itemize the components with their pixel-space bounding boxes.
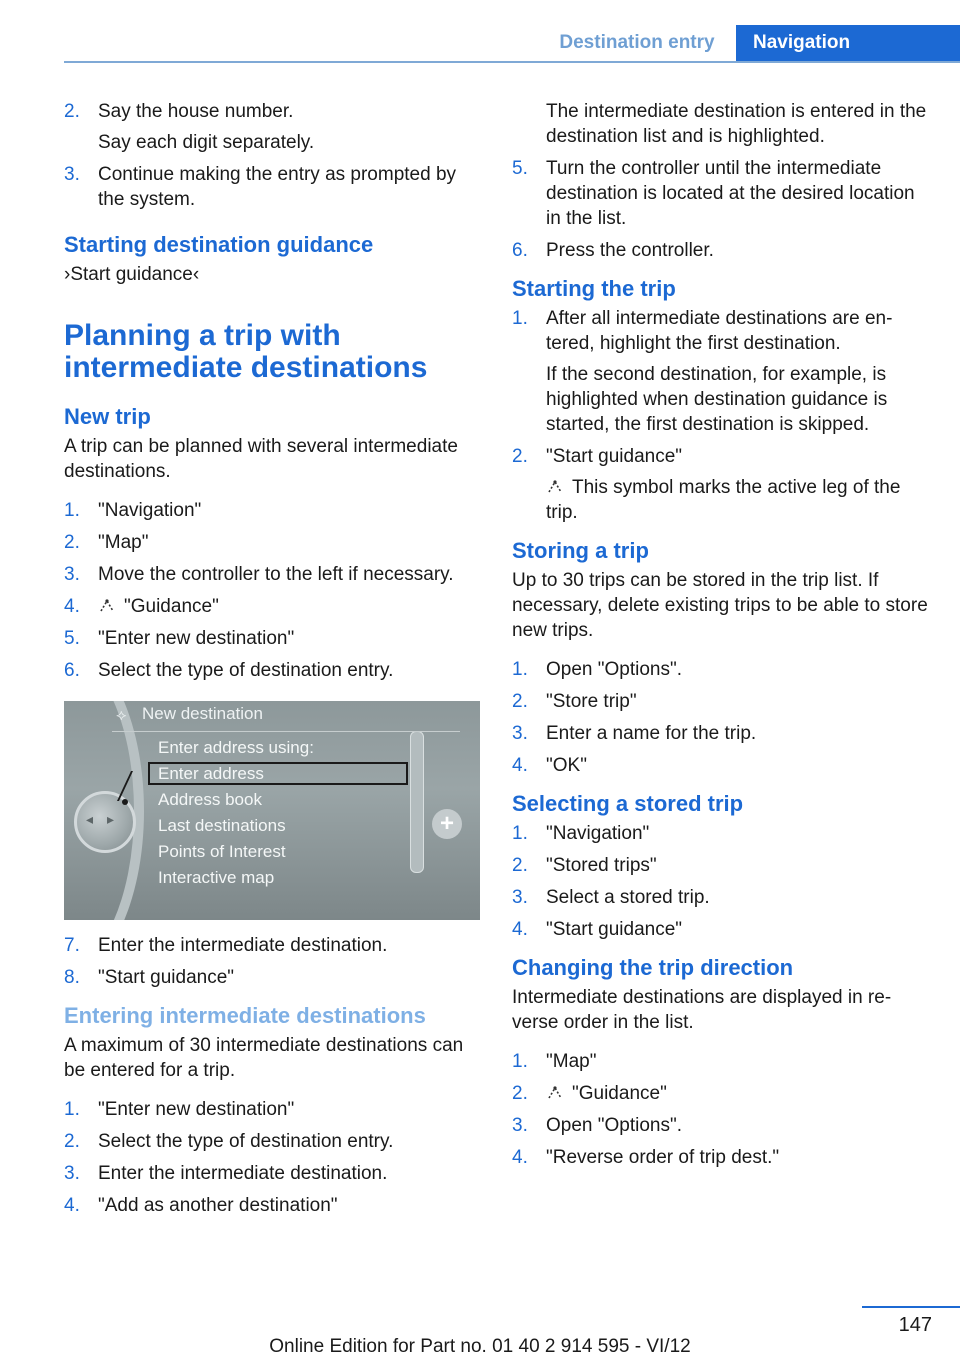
changing-text: Intermediate destinations are displayed in re‐verse order in the list. [512,987,892,1033]
controller-arrows-icon: ◂▸ [86,811,129,827]
list-item: 3. Open "Options". [512,1115,683,1136]
header-section: Destination entry [559,32,715,53]
storing-text: Up to 30 trips can be stored in the trip list. If necessary, delete existing trips to be able to store new trips. [512,570,928,641]
list-item: 4. "Add as another destination" [64,1195,338,1216]
list-item: 2. "Stored trips" [512,855,657,876]
list-item: 7. Enter the intermediate destination. [64,935,388,956]
list-item: 6. Select the type of destination entry. [64,660,394,681]
voice-command: ›Start guidance‹ [64,264,200,285]
list-item: 4. "Guidance" [64,596,219,617]
list-d [64,1097,482,1218]
active-leg-icon [546,479,564,495]
list-item: 2. "Start guidance" This symbol marks the active leg of the trip. [512,446,901,523]
starting-trip-heading: Starting the trip [512,276,676,301]
list-item: 2. "Store trip" [512,691,637,712]
list-item: 3. Enter a name for the trip. [512,723,757,744]
list-item: 4. "OK" [512,755,587,776]
list-a [64,99,482,212]
list-item: 5. "Enter new destination" [64,628,295,649]
list-item: 1. After all intermediate destinations are en‐tered, highlight the first destination. If the second destination, for example, is highlighted when destination guidance is started, the first destination is skipped. [512,308,893,435]
list-b [64,498,482,683]
list-item: 1. "Enter new destination" [64,1099,295,1120]
callout-dot [122,799,128,805]
list-item: 1. "Navigation" [512,823,650,844]
footer-rule [862,1306,960,1308]
list-item: 2. Select the type of destination entry. [64,1131,394,1152]
list-f [512,306,932,525]
list-item: 6. Press the controller. [512,240,714,261]
list-item: 3. Continue making the entry as prompted by the system. [64,164,457,210]
list-item: 2. Say the house number. Say each digit separately. [64,101,315,153]
entering-heading: Entering intermediate destinations [64,1003,426,1028]
new-trip-text: A trip can be planned with several intermediate destinations. [64,436,458,482]
navigation-icon: ⟡ [116,707,127,724]
list-item: 3. Select a stored trip. [512,887,710,908]
list-g [512,657,932,778]
list-item: 2. "Guidance" [512,1083,667,1104]
menu-item[interactable]: Last destinations [158,816,286,835]
menu-item[interactable]: Address book [158,790,262,809]
list-item: 1. "Navigation" [64,500,202,521]
changing-heading: Changing the trip direction [512,955,794,980]
list-h [512,821,932,942]
list-item: 2. "Map" [64,532,149,553]
selection-frame [148,762,408,785]
list-c [64,933,482,990]
left-column [64,99,482,1225]
header-chapter: Navigation [736,25,960,61]
list-item: 3. Enter the intermediate destination. [64,1163,388,1184]
menu-item[interactable]: Interactive map [158,868,275,887]
list-item: 8. "Start guidance" [64,967,235,988]
page-number: 147 [898,1314,932,1336]
storing-heading: Storing a trip [512,538,649,563]
menu-item[interactable]: Enter address [158,764,264,783]
list-item: 1. "Map" [512,1051,597,1072]
planning-heading: Planning a trip with intermediate destinations [64,319,428,384]
edition-line: Online Edition for Part no. 01 40 2 914 595 - VI/12 [269,1336,691,1357]
entering-text: A maximum of 30 intermediate destinations can be entered for a trip. [64,1035,464,1081]
starting-guidance-heading: Starting destination guidance [64,232,374,257]
list-item: 3. Move the controller to the left if necessary. [64,564,454,585]
menu-heading: Enter address using: [158,738,314,757]
guidance-icon [546,1085,564,1101]
idrive-screenshot [64,701,480,920]
new-trip-heading: New trip [64,404,151,429]
screen-title: New destination [142,704,263,723]
screen-menu [158,735,314,891]
screen-scrollbar [410,731,424,873]
guidance-icon [98,598,116,614]
plus-icon: + [432,809,462,839]
list-item: 4. "Reverse order of trip dest." [512,1147,780,1168]
continuation-text: The intermediate destination is entered in the destination list and is highlighted. [546,101,927,147]
list-item: 1. Open "Options". [512,659,683,680]
selecting-heading: Selecting a stored trip [512,791,744,816]
header-rule [64,61,960,63]
list-e [512,156,932,263]
right-column [512,99,932,1177]
list-item: 4. "Start guidance" [512,919,683,940]
list-i [512,1049,932,1170]
screen-divider [112,731,460,732]
list-item: 5. Turn the controller until the intermediate destination is located at the desired location in the list. [512,158,915,229]
menu-item[interactable]: Points of Interest [158,842,286,861]
